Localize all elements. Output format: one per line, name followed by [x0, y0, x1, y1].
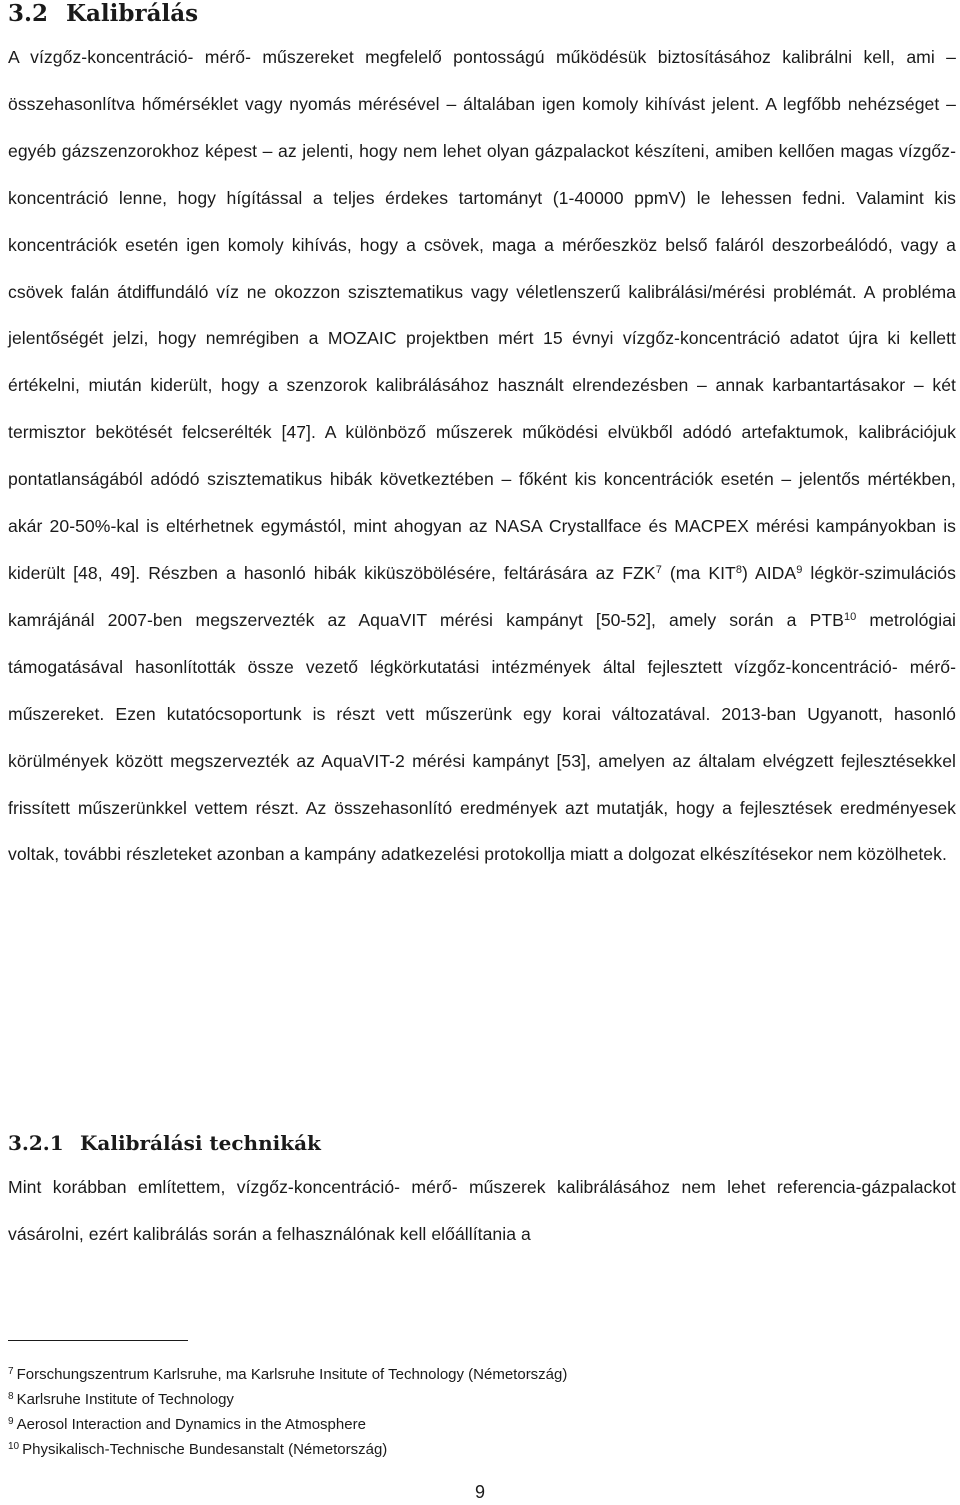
section-number: 3.2 — [8, 0, 49, 27]
footnote-ref-9: 9 — [796, 563, 803, 576]
footnote-list — [8, 1362, 948, 1462]
footnote-item — [8, 1412, 948, 1437]
footnote-mark: 8 — [8, 1391, 14, 1402]
subsection-heading — [8, 1125, 321, 1161]
footnote-text: Forschungszentrum Karlsruhe, ma Karlsruhe Insitute of Technology (Németország) — [16, 1366, 568, 1383]
section-heading — [8, 0, 198, 34]
paragraph-text: ) AIDA — [742, 562, 797, 583]
footnote-text: Physikalisch-Technische Bundesanstalt (Németország) — [22, 1441, 388, 1458]
footnote-ref-8: 8 — [735, 563, 743, 576]
footnote-mark: 10 — [8, 1441, 20, 1452]
subsection-title: Kalibrálási technikák — [80, 1131, 321, 1155]
footnote-mark: 7 — [8, 1366, 14, 1377]
body-paragraph: Mint korábban említettem, vízgőz-koncentráció- mérő- műszerek kalibrálásához nem lehet referencia-gázpalackot vásárolni, ezért kalibrálás során a felhasználónak kell előállítania a — [8, 1177, 956, 1244]
section-title: Kalibrálás — [66, 0, 199, 27]
paragraph-text: metrológiai támogatásával hasonlították össze vezető légkörkutatási intézmények által fejlesztett vízgőz-koncentráció- mérő- műszereket. Ezen kutatócsoportunk is részt vett műszerünk egy korai változatával. 2013-ban Ugyanott, hasonló körülmények között megszervezték az AquaVIT-2 mérési kampányt [53], amelyen az általam elvégzett fejlesztésekkel frissített műszerünkkel vettem részt. Az összehasonlító eredmények azt mutatják, hogy a fejlesztések eredményesek voltak, további részleteket azonban a kampány adatkezelési protokollja miatt a dolgozat elkészítésekor nem közölhetek. — [8, 609, 956, 865]
footnote-text: Karlsruhe Institute of Technology — [16, 1391, 234, 1408]
footnote-separator — [8, 1340, 188, 1341]
paragraph-text: légkör-szimulációs kamrájánál 2007-ben megszervezték az AquaVIT mérési kampányt [50-52], amely során a PTB — [8, 562, 956, 630]
footnote-item — [8, 1387, 948, 1412]
footnote-item — [8, 1437, 948, 1462]
page-number: 9 — [474, 1482, 485, 1502]
footnote-item — [8, 1362, 948, 1387]
body-paragraph — [8, 34, 956, 878]
footnote-mark: 9 — [8, 1416, 14, 1427]
footnote-ref-7: 7 — [655, 563, 662, 576]
subsection-number: 3.2.1 — [8, 1131, 64, 1155]
footnote-text: Aerosol Interaction and Dynamics in the Atmosphere — [16, 1416, 366, 1433]
paragraph-text: A vízgőz-koncentráció- mérő- műszereket megfelelő pontosságú működésük biztosításához kalibrálni kell, ami – összehasonlítva hőmérséklet vagy nyomás mérésével – általában igen komoly kihívást jelent. A legfőbb nehézséget – egyéb gázszenzorokhoz képest – az jelenti, hogy nem lehet olyan gázpalackot készíteni, amiben kellően magas vízgőz-koncentráció lenne, hogy hígítással a teljes érdekes tartományt (1-40000 ppmV) le lehessen fedni. Valamint kis koncentrációk esetén igen komoly kihívás, hogy a csövek, maga a mérőeszköz belső faláról deszorbeálódó, vagy a csövek falán átdiffundáló víz ne okozzon szisztematikus vagy véletlenszerű kalibrálási/mérési problémát. A probléma jelentőségét jelzi, hogy nemrégiben a MOZAIC projektben mért 15 évnyi vízgőz-koncentráció adatot újra ki kellett értékelni, miután kiderült, hogy a szenzorok kalibrálásához használt elrendezésben – annak karbantartásakor – két termisztor bekötését felcserélték [47]. A különböző műszerek működési elvükből adódó artefaktumok, kalibrációjuk pontatlanságából adódó szisztematikus hibák következtében – főként kis koncentrációk esetén – jelentős mértékben, akár 20-50%-kal is eltérhetnek egymástól, mint ahogyan az NASA Crystallface és MACPEX mérési kampányokban is kiderült [48, 49]. Részben a hasonló hibák kiküszöbölésére, feltárására az FZK — [8, 47, 956, 583]
footnote-ref-10: 10 — [843, 610, 857, 623]
paragraph-text: (ma KIT — [661, 562, 736, 583]
